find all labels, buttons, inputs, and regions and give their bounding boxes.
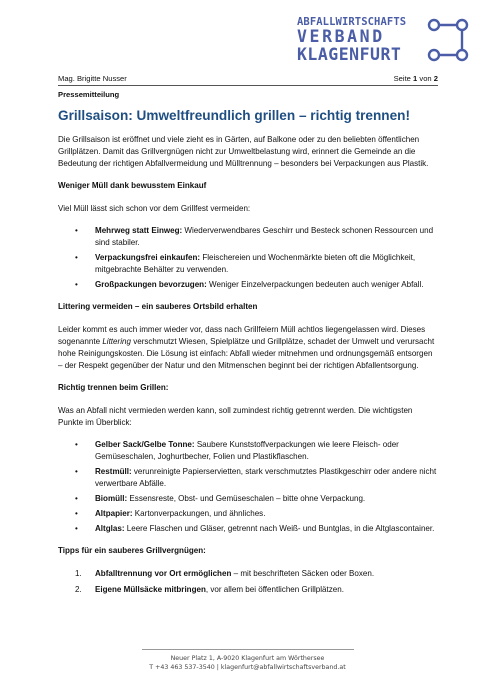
list-item: • Biomüll: Essensreste, Obst- und Gemüseschalen – bitte ohne Verpackung. <box>75 494 366 503</box>
section-heading-sorting: Richtig trennen beim Grillen: <box>58 383 169 392</box>
intro-paragraph: Die Grillsaison ist eröffnet und viele zieht es in Gärten, auf Balkone oder zu den beliebten öffentlichen Grillplätzen. Damit das Grillvergnügen nicht zur Umweltbelastung wird, erinnert die Gemeinde an die Bedeutung der richtigen Abfallvermeidung und Mülltrennung – besonders bei Verpackungen aus Plastik. <box>58 135 429 168</box>
footer-divider <box>142 649 354 650</box>
list-item: 2. Eigene Müllsäcke mitbringen, vor allem bei öffentlichen Grillplätzen. <box>75 585 344 594</box>
section-heading-littering: Littering vermeiden – ein sauberes Ortsbild erhalten <box>58 302 258 311</box>
logo-line-1: ABFALLWIRTSCHAFTS <box>297 16 407 28</box>
header-divider <box>58 85 438 86</box>
list-item: • Gelber Sack/Gelbe Tonne: Saubere Kunststoffverpackungen wie leere Fleisch- oder Gemüseschalen, Joghurtbecher, Folien und Plastikflaschen. <box>75 440 399 461</box>
section-heading-purchase: Weniger Müll dank bewusstem Einkauf <box>58 181 207 190</box>
logo-line-2: VERBAND <box>297 27 385 46</box>
section-lead-purchase: Viel Müll lässt sich schon vor dem Grillfest vermeiden: <box>58 204 251 213</box>
page-indicator: Seite 1 von 2 <box>393 74 438 83</box>
logo-circles-icon <box>427 18 469 62</box>
tips-list <box>58 568 438 596</box>
page-footer <box>0 654 495 672</box>
document-type-label: Pressemitteilung <box>58 90 120 99</box>
purchase-tips-list <box>58 225 438 291</box>
footer-contact: T +43 463 537-3540 | klagenfurt@abfallwirtschaftsverband.at <box>149 664 346 671</box>
list-item: 1. Abfalltrennung vor Ort ermöglichen – mit beschrifteten Säcken oder Boxen. <box>75 569 375 578</box>
organization-logo <box>297 16 469 64</box>
page-title: Grillsaison: Umweltfreundlich grillen – richtig trennen! <box>58 108 410 123</box>
section-heading-tips: Tipps für ein sauberes Grillvergnügen: <box>58 546 206 555</box>
list-item: • Verpackungsfrei einkaufen: Fleischereien und Wochenmärkte bieten oft die Möglichkeit, mitgebrachte Behälter zu verwenden. <box>75 253 416 274</box>
list-item: • Mehrweg statt Einweg: Wiederverwendbares Geschirr und Besteck schonen Ressourcen und sind stabiler. <box>75 226 434 247</box>
list-item: • Altglas: Leere Flaschen und Gläser, getrennt nach Weiß- und Buntglas, in die Altglascontainer. <box>75 524 435 533</box>
section-lead-sorting: Was an Abfall nicht vermieden werden kann, soll zumindest richtig getrennt werden. Die wichtigsten Punkte im Überblick: <box>58 406 413 427</box>
logo-line-3: KLAGENFURT <box>297 45 402 64</box>
list-item: • Restmüll: verunreinigte Papierservietten, stark verschmutztes Plastikgeschirr oder andere nicht verwertbare Abfälle. <box>75 467 437 488</box>
footer-address: Neuer Platz 1, A-9020 Klagenfurt am Wörthersee <box>170 655 325 662</box>
author-name: Mag. Brigitte Nusser <box>58 74 127 83</box>
list-item: • Großpackungen bevorzugen: Weniger Einzelverpackungen bedeuten auch weniger Abfall. <box>75 280 424 289</box>
list-item: • Altpapier: Kartonverpackungen, und ähnliches. <box>75 509 266 518</box>
document-body <box>58 108 438 600</box>
sorting-list <box>58 439 438 535</box>
littering-paragraph: Leider kommt es auch immer wieder vor, dass nach Grillfeiern Müll achtlos liegengelassen wird. Dieses sogenannte Littering verschmutzt Wiesen, Spielplätze und Grillplätze, schadet der Umwelt und verursacht hohe Reinigungskosten. Die Lösung ist einfach: Abfall wieder mitnehmen und ordnungsgemäß entsorgen – der Respekt gegenüber der Natur und den Mitmenschen beginnt bei der richtigen Abfallentsorgung. <box>58 325 435 370</box>
document-header <box>58 74 438 83</box>
